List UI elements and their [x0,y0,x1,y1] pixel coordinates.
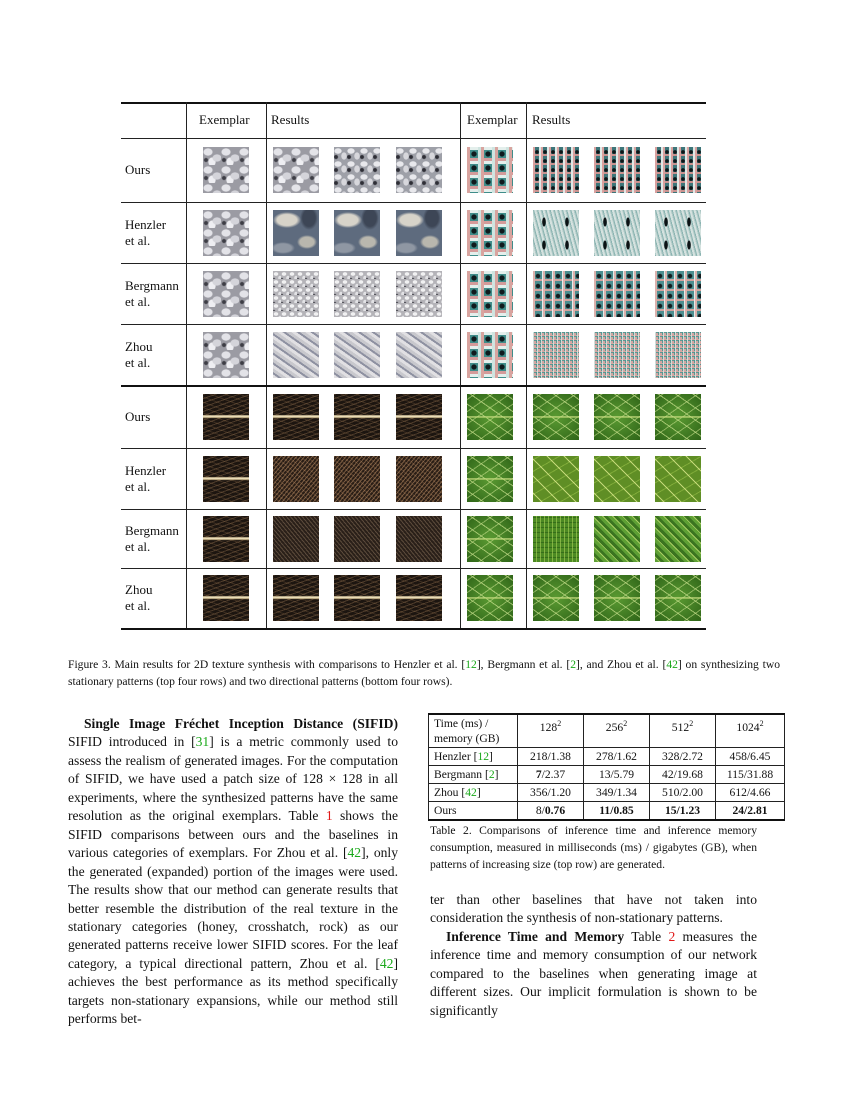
synthesized-texture-image [334,210,380,256]
synthesized-texture-image [273,394,319,440]
synthesized-texture-image [655,456,701,502]
synthesized-texture-image [655,575,701,621]
exemplar-texture-image [467,456,513,502]
synthesized-texture-image [273,147,319,193]
synthesized-texture-image [594,516,640,562]
method-label: Bergmann et al. [125,277,179,309]
synthesized-texture-image [533,147,579,193]
synthesized-texture-image [594,271,640,317]
sifid-heading: Single Image Fréchet Inception Distance (SIFID) [84,716,398,731]
citation-link[interactable]: 2 [570,658,577,671]
exemplar-texture-image [203,456,249,502]
exemplar-texture-image [467,516,513,562]
table-row-divider [121,509,706,510]
synthesized-texture-image [594,394,640,440]
table-row: Henzler [12] 218/1.38 278/1.62 328/2.72 458/6.45 [429,748,785,766]
exemplar-texture-image [203,147,249,193]
table-row: Bergmann [2] 7/2.37 13/5.79 42/19.68 115/31.88 [429,766,785,784]
synthesized-texture-image [396,394,442,440]
table-row-divider [121,628,706,630]
synthesized-texture-image [273,456,319,502]
synthesized-texture-image [533,575,579,621]
synthesized-texture-image [273,210,319,256]
synthesized-texture-image [655,516,701,562]
synthesized-texture-image [334,575,380,621]
synthesized-texture-image [533,210,579,256]
synthesized-texture-image [396,516,442,562]
table-row-divider [121,448,706,449]
citation-link[interactable]: 42 [379,955,394,971]
table-2-caption: Table 2. Comparisons of inference time and inference memory consumption, measured in milliseconds (ms) / gigabytes (GB), when patterns of increasing size (top row) are generated. [430,824,757,871]
synthesized-texture-image [273,575,319,621]
sifid-paragraph: Single Image Fréchet Inception Distance (SIFID) SIFID introduced in [31] is a metric commonly used to assess the realism of generated images. For the computation of SIFID, we have used a patch size of 128 × 128 in all experiments, where the synthesized patterns have the same resolution as the original exemplars. Table 1 shows the SIFID comparisons between ours and the baselines in various categories of exemplars. For Zhou et al. [42], only the generated (expanded) portion of the images were used. The results show that our method can generate results that better resemble the distribution of the real texture in the stationary categories (honey, crosshatch, rock) as our generated patterns receive lower SIFID scores. For the leaf category, a typical directional pattern, Zhou et al. [42] achieves the best performance as its method specifically targets non-stationary expansions, while our method still performs bet- [68,716,399,1027]
synthesized-texture-image [594,332,640,378]
column-divider-exemplar [266,102,267,628]
method-label: Henzler et al. [125,216,167,248]
table-row-ours: Ours 8/0.76 11/0.85 15/1.23 24/2.81 [429,802,785,821]
exemplar-texture-image [203,271,249,317]
inference-heading: Inference Time and Memory [446,928,625,944]
method-label: Ours [125,162,151,177]
synthesized-texture-image [655,147,701,193]
table-reference-link[interactable]: 2 [668,928,676,944]
exemplar-texture-image [467,271,513,317]
synthesized-texture-image [594,210,640,256]
synthesized-texture-image [334,456,380,502]
citation-link[interactable]: 42 [465,786,477,799]
exemplar-texture-image [203,516,249,562]
exemplar-texture-image [467,332,513,378]
synthesized-texture-image [655,332,701,378]
method-label: Zhou et al. [125,338,153,370]
exemplar-texture-image [467,210,513,256]
header-results-left: Results [271,112,310,127]
inference-paragraph: ter than other baselines that have not taken into consideration the synthesis of non-stationary patterns. Inference Time and Memory Table 2 measures the inference time and memory consumption of our network compared to the baselines when generating image at different sizes. Our implicit formulation is shown to be significantly [430,892,758,1018]
exemplar-texture-image [203,394,249,440]
citation-link[interactable]: 31 [195,734,210,750]
table-row: Zhou [42] 356/1.20 349/1.34 510/2.00 612/4.66 [429,784,785,802]
table-row-divider [121,568,706,569]
citation-link[interactable]: 12 [465,658,477,671]
citation-link[interactable]: 42 [666,658,678,671]
synthesized-texture-image [334,147,380,193]
header-results-right: Results [532,112,571,127]
header-exemplar-left: Exemplar [199,112,250,127]
figure-3-caption: Figure 3. Main results for 2D texture synthesis with comparisons to Henzler et al. [12], Bergmann et al. [2], and Zhou et al. [42] on synthesizing two stationary patterns (top four rows) and two directional patterns (bottom four rows). [68,658,781,688]
synthesized-texture-image [334,394,380,440]
citation-link[interactable]: 42 [347,845,362,861]
synthesized-texture-image [533,394,579,440]
synthesized-texture-image [396,271,442,317]
synthesized-texture-image [396,147,442,193]
synthesized-texture-image [273,271,319,317]
synthesized-texture-image [396,456,442,502]
synthesized-texture-image [655,271,701,317]
synthesized-texture-image [533,271,579,317]
exemplar-texture-image [203,575,249,621]
synthesized-texture-image [594,147,640,193]
figure-3-texture-grid [121,102,706,628]
table-row-divider [121,202,706,203]
method-label: Bergmann et al. [125,522,179,554]
table-row-divider [121,385,706,387]
table-header-row: Time (ms) / memory (GB) $128^2$ $256^2$ $512^2$ 1024$^2$ [429,714,785,748]
table-reference-link[interactable]: 1 [325,808,333,824]
method-label: Zhou et al. [125,582,153,613]
synthesized-texture-image [655,210,701,256]
synthesized-texture-image [594,575,640,621]
synthesized-texture-image [533,456,579,502]
exemplar-texture-image [467,394,513,440]
synthesized-texture-image [273,516,319,562]
table-rule-header [121,138,706,139]
synthesized-texture-image [396,210,442,256]
table-2-inference-time [428,713,785,821]
table-row-divider [121,263,706,264]
synthesized-texture-image [594,456,640,502]
column-divider-exemplar-right [526,102,527,628]
exemplar-texture-image [203,332,249,378]
synthesized-texture-image [396,575,442,621]
synthesized-texture-image [533,516,579,562]
method-label: Henzler et al. [125,462,167,494]
citation-link[interactable]: 2 [488,768,495,781]
synthesized-texture-image [533,332,579,378]
table-row-divider [121,324,706,325]
synthesized-texture-image [396,332,442,378]
exemplar-texture-image [203,210,249,256]
method-label: Ours [125,408,151,424]
exemplar-texture-image [467,575,513,621]
citation-link[interactable]: 12 [477,750,490,763]
synthesized-texture-image [334,271,380,317]
synthesized-texture-image [334,332,380,378]
synthesized-texture-image [334,516,380,562]
column-divider-label [186,102,187,628]
exemplar-texture-image [467,147,513,193]
column-divider-group [460,102,461,628]
synthesized-texture-image [655,394,701,440]
table-rule-top [121,102,706,104]
header-exemplar-right: Exemplar [467,112,518,127]
synthesized-texture-image [273,332,319,378]
